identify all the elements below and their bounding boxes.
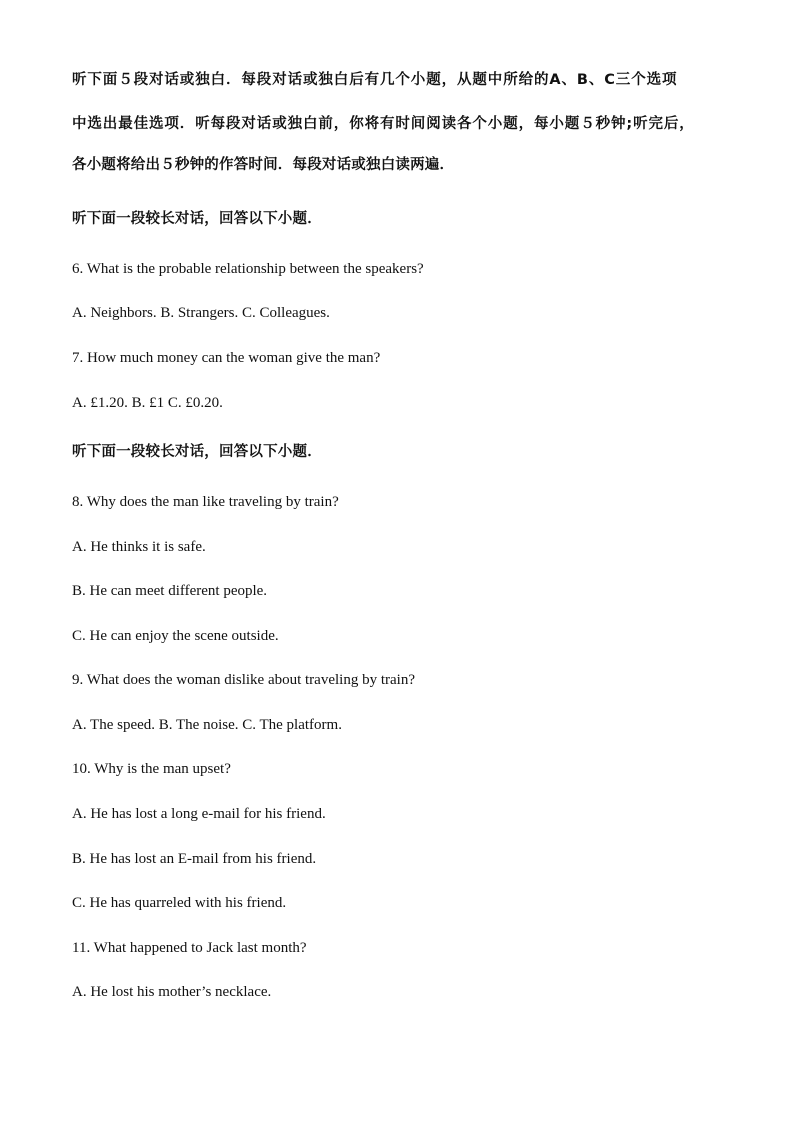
- question-stem-6: 6. What is the probable relationship between the speakers?: [72, 261, 424, 277]
- question-option-10a: A. He has lost a long e-mail for his friend.: [72, 806, 326, 822]
- question-option-8b: B. He can meet different people.: [72, 583, 268, 599]
- instructions-line-3: 各小题将给出５秒钟的作答时间．每段对话或独白读两遍．: [72, 157, 455, 173]
- instructions-line-1: 听下面５段对话或独白．每段对话或独白后有几个小题，从题中所给的A、B、C三个选项: [72, 72, 678, 88]
- question-options-6: A. Neighbors. B. Strangers. C. Colleagues.: [72, 305, 330, 321]
- question-options-7: A. £1.20. B. £1 C. £0.20.: [72, 395, 223, 411]
- question-option-8c: C. He can enjoy the scene outside.: [72, 628, 279, 644]
- question-stem-9: 9. What does the woman dislike about traveling by train?: [72, 672, 415, 688]
- question-stem-10: 10. Why is the man upset?: [72, 761, 231, 777]
- question-option-10c: C. He has quarreled with his friend.: [72, 895, 287, 911]
- question-option-11a: A. He lost his mother’s necklace.: [72, 984, 272, 1000]
- question-options-9: A. The speed. B. The noise. C. The platform.: [72, 717, 342, 733]
- instructions-line-2: 中选出最佳选项．听每段对话或独白前，你将有时间阅读各个小题，每小题５秒钟;听完后，: [72, 116, 695, 132]
- question-stem-7: 7. How much money can the woman give the man?: [72, 350, 381, 366]
- question-stem-11: 11. What happened to Jack last month?: [72, 940, 307, 956]
- question-option-8a: A. He thinks it is safe.: [72, 539, 206, 555]
- question-option-10b: B. He has lost an E-mail from his friend.: [72, 851, 317, 867]
- question-stem-8: 8. Why does the man like traveling by train?: [72, 494, 339, 510]
- section-header: 听下面一段较长对话，回答以下小题．: [72, 444, 322, 460]
- section-header: 听下面一段较长对话，回答以下小题．: [72, 211, 322, 227]
